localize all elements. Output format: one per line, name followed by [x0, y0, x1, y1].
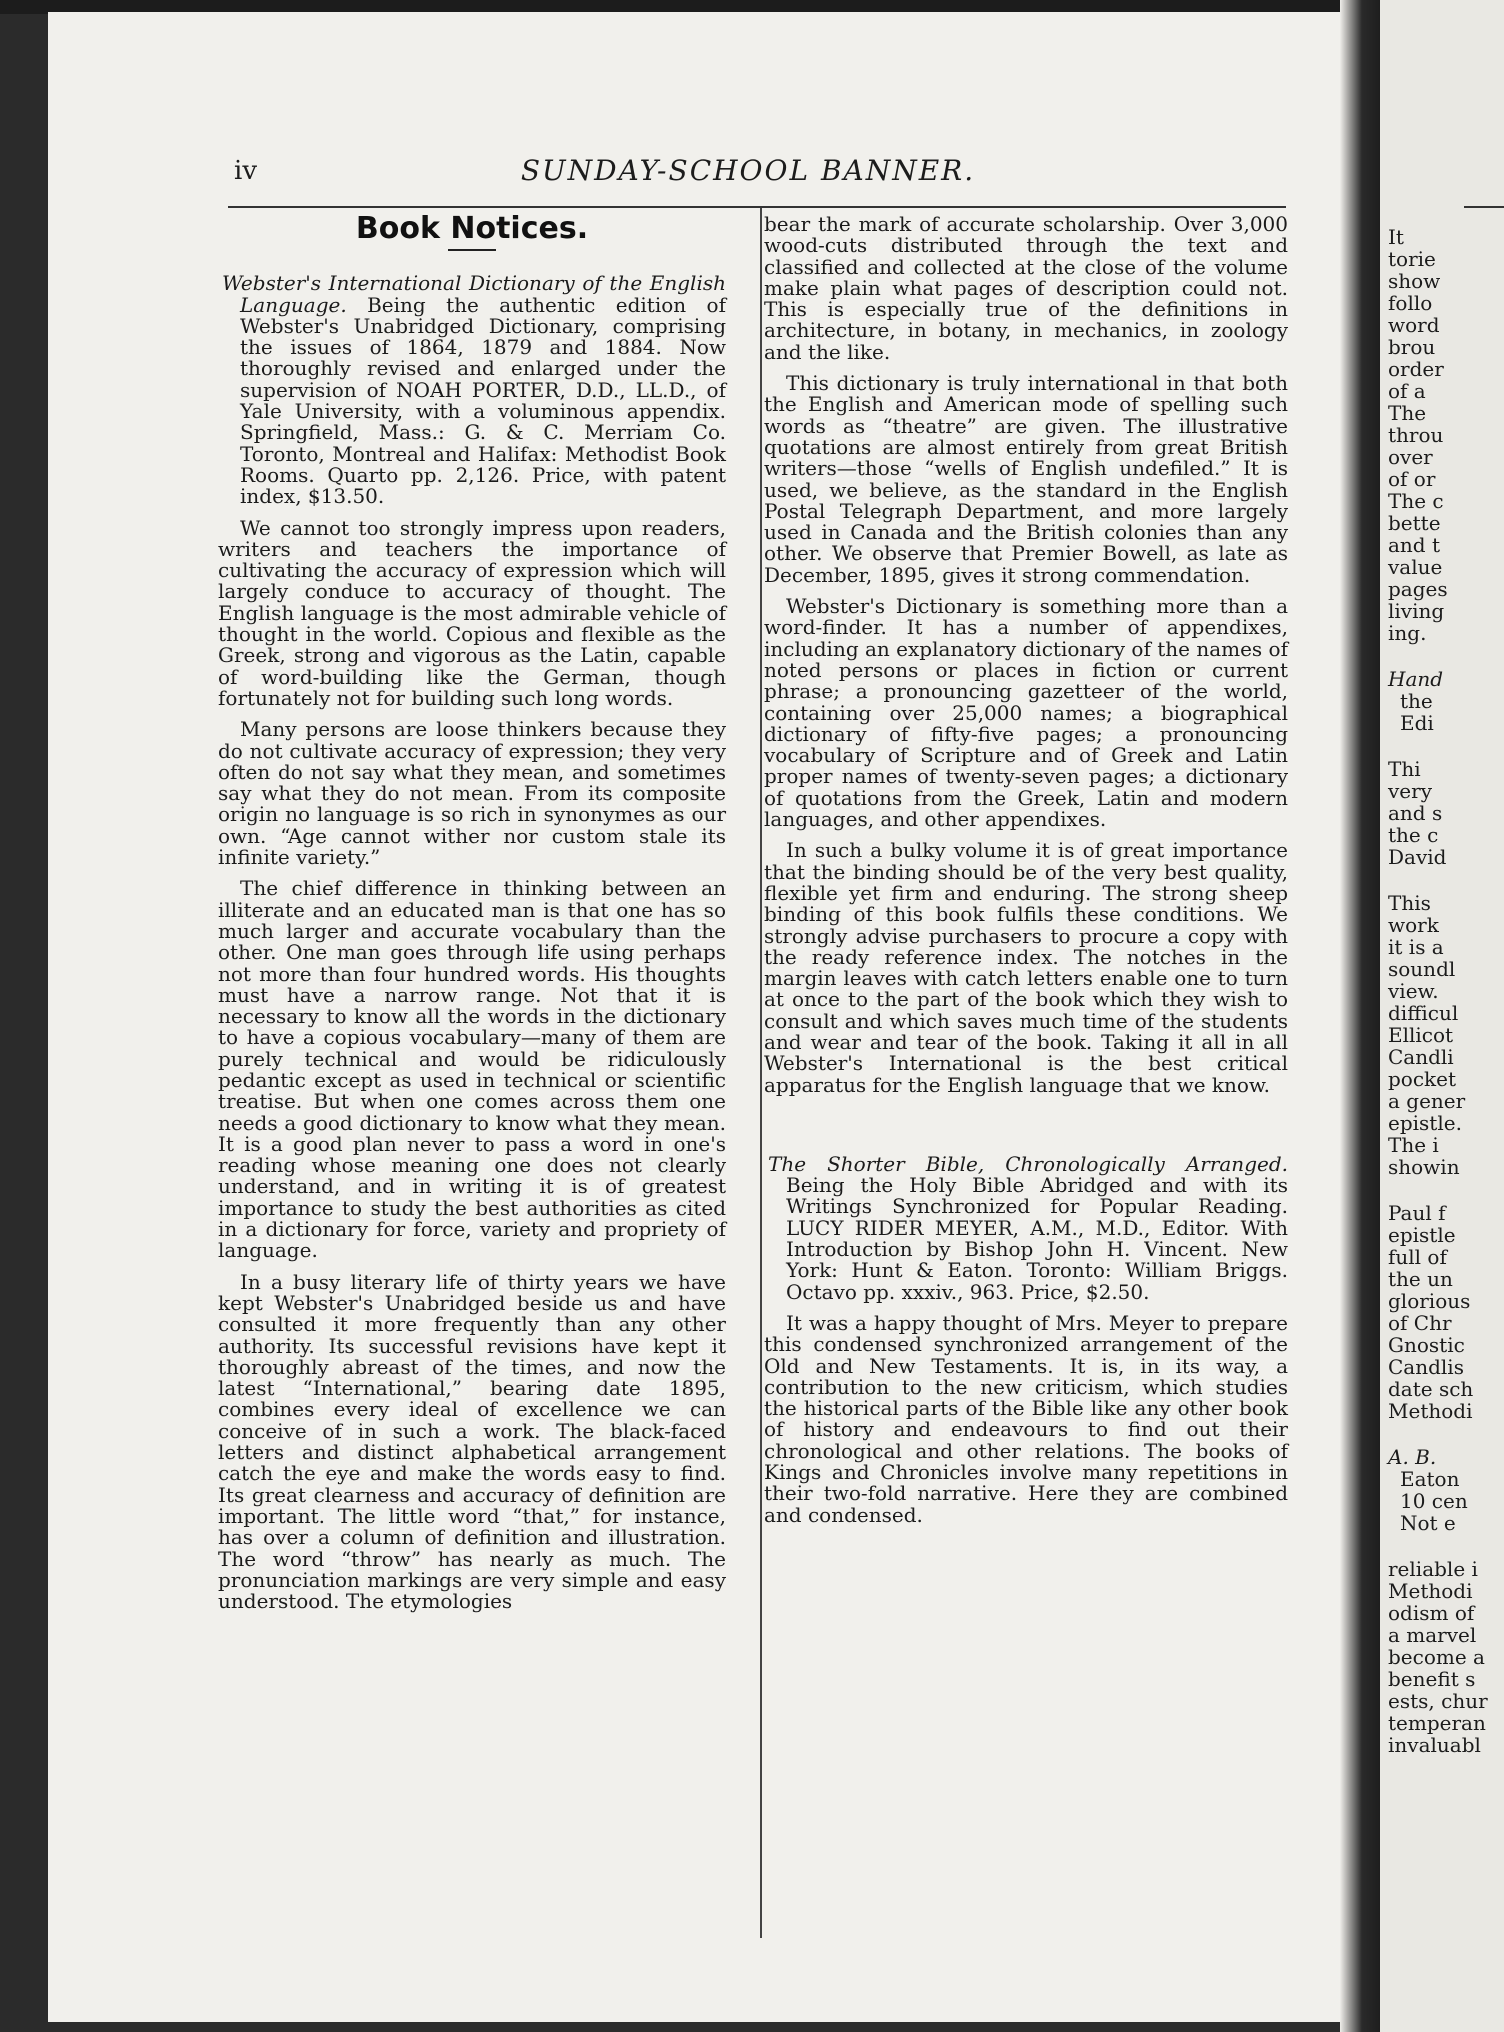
adjacent-page-line: the c [1388, 823, 1439, 847]
book-entry-webster [218, 273, 726, 507]
adjacent-page-line: Edi [1400, 711, 1434, 735]
adjacent-page-line: Eaton [1400, 1467, 1460, 1491]
adjacent-page-line: It [1388, 225, 1404, 249]
adjacent-page-line: brou [1388, 335, 1436, 359]
adjacent-page-line: of a [1388, 379, 1426, 403]
adjacent-page-line: torie [1388, 247, 1436, 271]
adjacent-page-line: temperan [1388, 1711, 1486, 1735]
adjacent-page-line: date sch [1388, 1377, 1474, 1401]
adjacent-page-line: The c [1388, 489, 1444, 513]
paragraph: This dictionary is truly international in that both the English and American mode of spelling such words as “theatre” are given. The illustrative quotations are almost entirely from great British writers—those “wells of English undefiled.” It is used, we believe, as the standard in the English Postal Telegraph Department, and more largely used in Canada and the British colonies than any other. We observe that Premier Bowell, as late as December, 1895, gives it strong commendation. [764, 371, 1288, 587]
adjacent-page-line: over [1388, 445, 1433, 469]
adjacent-page-line: the [1400, 689, 1433, 713]
adjacent-page-line: Methodi [1388, 1399, 1473, 1423]
adjacent-page-line: Methodi [1388, 1579, 1473, 1603]
adjacent-page-line: living [1388, 599, 1445, 623]
adjacent-page-line: invaluabl [1388, 1733, 1481, 1757]
paragraph-continued: bear the mark of accurate scholarship. Over 3,000 wood-cuts distributed through the text and classified and collected at the close of the volume make plain what pages of description could not. This is especially true of the definitions in architecture, in botany, in mechanics, in zoology and the like. [764, 212, 1288, 364]
adjacent-page-line: showin [1388, 1155, 1460, 1179]
adjacent-page-line: ests, chur [1388, 1689, 1488, 1713]
paragraph: It was a happy thought of Mrs. Meyer to prepare this condensed synchronized arrangement of the Old and New Testaments. It is, in its way, a contribution to the new criticism, which studies the historical parts of the Bible like any other book of history and endeavours to find out their chronological and other relations. The books of Kings and Chronicles involve many repetitions in their two-fold narrative. Here they are combined and condensed. [764, 1310, 1288, 1527]
adjacent-page-line: Hand [1388, 667, 1444, 691]
adjacent-page-line: epistle. [1388, 1111, 1462, 1135]
adjacent-page-line: become a [1388, 1645, 1485, 1669]
running-title: SUNDAY-SCHOOL BANNER. [520, 154, 976, 187]
section-gap [764, 1106, 1288, 1154]
page-number: iv [234, 156, 258, 186]
adjacent-page-line: very [1388, 779, 1432, 803]
adjacent-page-line: show [1388, 269, 1441, 293]
adjacent-page-line: A. B. [1388, 1445, 1437, 1469]
adjacent-page-line: view. [1388, 979, 1439, 1003]
adjacent-page-line: and t [1388, 533, 1441, 557]
adjacent-page-line: glorious [1388, 1289, 1471, 1313]
adjacent-page-line: Not e [1400, 1511, 1456, 1535]
right-column [764, 214, 1288, 1536]
adjacent-page-line: order [1388, 357, 1444, 381]
page [48, 12, 1358, 2022]
adjacent-page-line: a gener [1388, 1089, 1466, 1113]
adjacent-page-line: of Chr [1388, 1311, 1452, 1335]
paragraph: In a busy literary life of thirty years we have kept Webster's Unabridged beside us and have consulted it more frequently than any other authority. Its successful revisions have kept it thoroughly abreast of the times, and now the latest “International,” bearing date 1895, combines every ideal of excellence we can conceive of in such a work. The black-faced letters and distinct alphabetical arrangement catch the eye and make the words easy to find. Its great clearness and accuracy of definition are important. The little word “that,” for instance, has over a column of definition and illustration. The word “throw” has nearly as much. The pronunciation markings are very simple and easy understood. The etymologies [218, 1269, 726, 1614]
book-details: Being the Holy Bible Abridged and with its Writings Synchronized for Popular Reading. LUCY RIDER MEYER, A.M., M.D., Editor. With Introduction by Bishop John H. Vincent. New York: Hunt & Eaton. Toronto: William Briggs. Octavo pp. xxxiv., 963. Price, $2.50. [786, 1173, 1288, 1304]
column-divider [760, 208, 762, 1938]
adjacent-page-line: Candli [1388, 1045, 1454, 1069]
adjacent-page-line: Candlis [1388, 1355, 1464, 1379]
adjacent-page-fragment [1380, 0, 1504, 2032]
heading-rule [448, 249, 496, 251]
paragraph: In such a bulky volume it is of great importance that the binding should be of the very best quality, flexible yet firm and enduring. The strong sheep binding of this book fulfils these conditions. We strongly advise purchasers to procure a copy with the ready reference index. The notches in the margin leaves with catch letters enable one to turn at once to the part of the book which they wish to consult and which saves much time of the students and wear and tear of the book. Taking it all in all Webster's International is the best critical apparatus for the English language that we know. [764, 838, 1288, 1097]
paragraph: We cannot too strongly impress upon readers, writers and teachers the importance of cultivating the accuracy of expression which will largely conduce to accuracy of thought. The English language is the most admirable vehicle of thought in the world. Copious and flexible as the Greek, strong and vigorous as the Latin, capable of word-building like the German, though fortunately not for building such long words. [218, 515, 726, 710]
adjacent-page-line: difficul [1388, 1001, 1459, 1025]
adjacent-page-line: the un [1388, 1267, 1453, 1291]
paragraph: Many persons are loose thinkers because they do not cultivate accuracy of expression; they very often do not say what they mean, and sometimes say what they do not mean. From its composite origin no language is so rich in synonymes as our own. “Age cannot wither nor custom stale its infinite variety.” [218, 717, 726, 870]
adjacent-page-line: word [1388, 313, 1440, 337]
adjacent-page-line: This [1388, 891, 1431, 915]
header-rule [228, 206, 1286, 208]
adjacent-page-line: Thi [1388, 757, 1421, 781]
adjacent-page-line: The [1388, 401, 1427, 425]
adjacent-page-line: The i [1388, 1133, 1439, 1157]
adjacent-page-line: work [1388, 913, 1439, 937]
adjacent-page-line: follo [1388, 291, 1433, 315]
section-heading: Book Notices. [355, 211, 589, 246]
book-title: The Shorter Bible, Chronologically Arranged. [768, 1151, 1288, 1176]
adjacent-page-line: Gnostic [1388, 1333, 1465, 1357]
book-entry-shorter-bible [764, 1151, 1288, 1304]
adjacent-page-line: throu [1388, 423, 1444, 447]
adjacent-page-line: pocket [1388, 1067, 1457, 1091]
book-details: Being the authentic edition of Webster's Unabridged Dictionary, comprising the issues of 1864, 1879 and 1884. Now thoroughly revised and enlarged under the supervision of NOAH PORTER, D.D., LL.D., of Yale University, with a voluminous appendix. Springfield, Mass.: G. & C. Merriam Co. Toronto, Montreal and Halifax: Methodist Book Rooms. Quarto pp. 2,126. Price, with patent index, $13.50. [240, 292, 726, 509]
adjacent-page-line: it is a [1388, 935, 1444, 959]
adjacent-page-line: bette [1388, 511, 1441, 535]
book-title: Webster's International Dictionary of the English Language. [222, 271, 726, 317]
adjacent-page-line: pages [1388, 577, 1448, 601]
paragraph: Webster's Dictionary is something more than a word-finder. It has a number of appendixes, including an explanatory dictionary of the names of noted persons or places in fiction or current phrase; a pronouncing gazetteer of the world, containing over 25,000 names; a biographical dictionary of fifty-five pages; a pronouncing vocabulary of Scripture and of Greek and Latin proper names of twenty-seven pages; a dictionary of quotations from the Greek, Latin and modern languages, and other appendixes. [764, 594, 1288, 832]
adjacent-page-line: value [1388, 555, 1443, 579]
paragraph: The chief difference in thinking between an illiterate and an educated man is that one has so much larger and accurate vocabulary than the other. One man goes through life using perhaps not more than four hundred words. His thoughts must have a narrow range. Not that it is necessary to know all the words in the dictionary to have a copious vocabulary—many of them are purely technical and would be ridiculously pedantic except as used in technical or scientific treatise. But when one comes across them one needs a good dictionary to know what they mean. It is a good plan never to pass a word in one's reading whose meaning one does not clearly understand, and in writing it is of greatest importance to study the best authorities as cited in a dictionary for force, variety and propriety of language. [218, 876, 726, 1263]
adjacent-page-rule [1464, 206, 1504, 208]
adjacent-page-line: David [1388, 845, 1447, 869]
adjacent-page-line: and s [1388, 801, 1443, 825]
adjacent-page-line: 10 cen [1400, 1489, 1468, 1513]
adjacent-page-line: ing. [1388, 621, 1427, 645]
adjacent-page-line: odism of [1388, 1601, 1475, 1625]
adjacent-page-line: soundl [1388, 957, 1456, 981]
adjacent-page-line: Paul f [1388, 1201, 1446, 1225]
adjacent-page-line: benefit s [1388, 1667, 1476, 1691]
book-gutter [1340, 0, 1380, 2032]
adjacent-page-line: Ellicot [1388, 1023, 1454, 1047]
adjacent-page-line: full of [1388, 1245, 1447, 1269]
adjacent-page-line: epistle [1388, 1223, 1456, 1247]
adjacent-page-line: reliable i [1388, 1557, 1478, 1581]
page-header [48, 146, 1338, 196]
adjacent-page-line: a marvel [1388, 1623, 1477, 1647]
adjacent-page-line: of or [1388, 467, 1436, 491]
left-column [218, 211, 726, 1622]
